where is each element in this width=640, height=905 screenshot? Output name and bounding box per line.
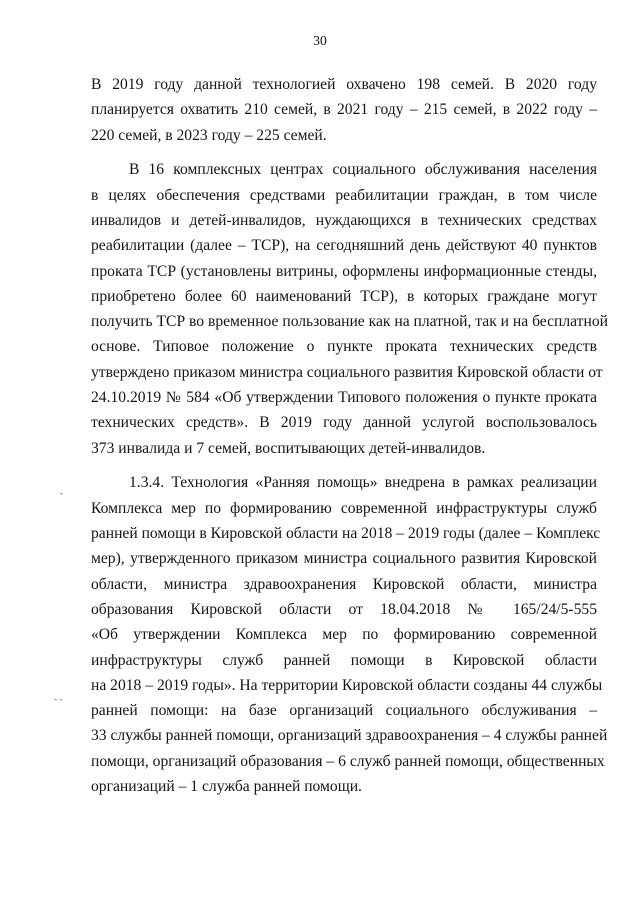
text-line: В 2019 году данной технологией охвачено 198 семей. В 2020 году <box>91 76 597 93</box>
text-line: помощи, организаций образования – 6 служб ранней помощи, общественных <box>91 752 605 770</box>
text-line: инвалидов и детей-инвалидов, нуждающихся в технических средствах <box>91 211 597 229</box>
scan-artifact-mark: - - <box>54 694 63 704</box>
text-line: планируется охватить 210 семей, в 2021 году – 215 семей, в 2022 году – <box>91 101 597 119</box>
scan-artifact-mark: - <box>60 488 63 498</box>
text-line: 373 инвалида и 7 семей, воспитывающих детей-инвалидов. <box>91 439 486 457</box>
text-line: области, министра здравоохранения Кировской области, министра <box>91 575 597 593</box>
text-line: реабилитации (далее – ТСР), на сегодняшний день действуют 40 пунктов <box>91 237 597 255</box>
text-line: в целях обеспечения средствами реабилитации граждан, в том числе <box>91 186 597 204</box>
text-line: организаций – 1 служба ранней помощи. <box>91 778 362 796</box>
text-line: основе. Типовое положение о пункте проката технических средств <box>91 338 597 356</box>
text-line: Комплекса мер по формированию современной инфраструктуры служб <box>91 499 597 517</box>
text-line: 24.10.2019 № 584 «Об утверждении Типового положения о пункте проката <box>91 389 597 407</box>
text-line: мер), утвержденного приказом министра социального развития Кировской <box>91 550 597 568</box>
text-line: технических средств». В 2019 году данной услугой воспользовалось <box>91 414 597 432</box>
text-line: на 2018 – 2019 годы». На территории Кировской области созданы 44 службы <box>91 676 603 694</box>
paragraph-1 <box>91 72 597 148</box>
text-line: приобретено более 60 наименований ТСР), в которых граждане могут <box>91 287 597 305</box>
text-line: 1.3.4. Технология «Ранняя помощь» внедрена в рамках реализации <box>129 474 597 492</box>
text-line: 220 семей, в 2023 году – 225 семей. <box>91 126 327 144</box>
text-line: утверждено приказом министра социального развития Кировской области от <box>91 363 603 381</box>
text-line: ранней помощи в Кировской области на 2018 – 2019 годы (далее – Комплекс <box>91 525 601 543</box>
text-line: проката ТСР (установлены витрины, оформлены информационные стенды, <box>91 262 597 280</box>
text-line: ранней помощи: на базе организаций социального обслуживания – <box>91 702 597 720</box>
text-line: 33 службы ранней помощи, организаций здравоохранения – 4 службы ранней <box>91 727 608 745</box>
body-text <box>91 72 608 799</box>
text-line: получить ТСР во временное пользование как на платной, так и на бесплатной <box>91 313 608 331</box>
paragraph-2 <box>91 157 608 461</box>
text-line: образования Кировской области от 18.04.2018 № 165/24/5-555 <box>91 600 597 618</box>
text-line: В 16 комплексных центрах социального обслуживания населения <box>129 161 597 179</box>
text-line: «Об утверждении Комплекса мер по формированию современной <box>91 626 597 644</box>
text-line: инфраструктуры служб ранней помощи в Кировской области <box>91 651 597 669</box>
paragraph-3 <box>91 470 608 799</box>
page-number: 30 <box>313 33 327 48</box>
